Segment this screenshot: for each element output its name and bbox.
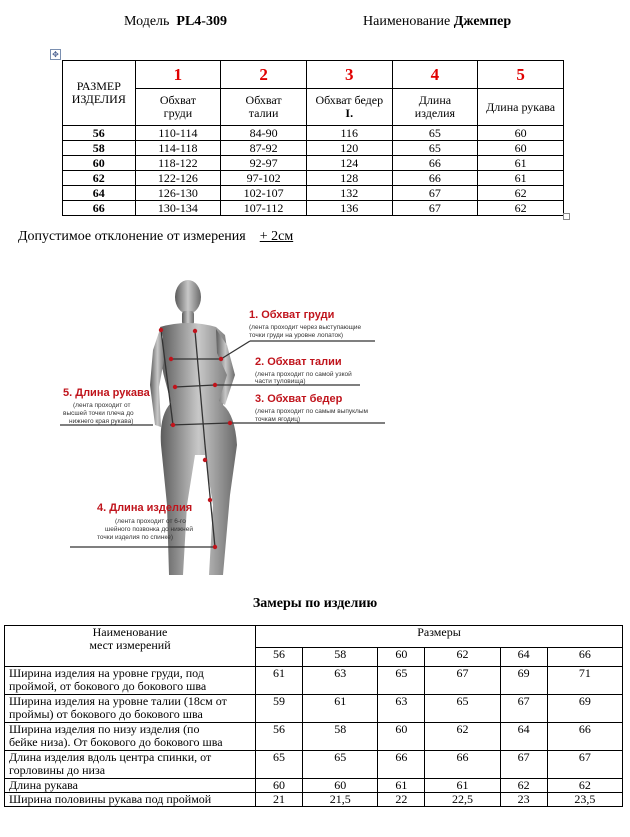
value-cell: 59 [256,695,303,723]
value-cell: 128 [306,171,392,186]
label-title: 2. Обхват талии [255,356,342,368]
value-cell: 124 [306,156,392,171]
value-cell: 67 [500,695,547,723]
size-cell: 62 [425,647,500,666]
value-cell: 67 [392,186,478,201]
label-desc: (лента проходит по самым выпуклым [255,408,368,415]
table-row [63,186,564,201]
table-row [5,779,623,793]
value-cell: 61 [303,695,378,723]
value-cell: 62 [425,723,500,751]
sizes-header-cell: Размеры [256,626,623,648]
value-cell: 66 [392,156,478,171]
col-title: Обхват талии [221,89,307,126]
table-row [63,171,564,186]
size-cell: 60 [63,156,136,171]
value-cell: 65 [425,695,500,723]
size-cell: 58 [63,141,136,156]
col-title: Длина рукава [478,89,564,126]
value-cell: 21 [256,793,303,807]
col-number: 4 [392,61,478,89]
col-number: 3 [306,61,392,89]
size-cell: 64 [500,647,547,666]
size-cell: 62 [63,171,136,186]
tolerance-text: Допустимое отклонение от измерения [18,229,246,244]
value-cell: 63 [303,667,378,695]
size-corner-header: РАЗМЕР ИЗДЕЛИЯ [63,61,136,126]
value-cell: 122-126 [135,171,221,186]
value-cell: 62 [478,186,564,201]
value-cell: 56 [256,723,303,751]
size-cell: 60 [378,647,425,666]
value-cell: 71 [547,667,622,695]
label-desc: (лента проходит от 6-го [115,518,186,525]
value-cell: 62 [478,201,564,216]
table-row [63,126,564,141]
measure-name: Ширина изделия на уровне талии (18см от проймы) от бокового до бокового шва [5,695,256,723]
name-header [363,14,511,30]
value-cell: 66 [378,751,425,779]
model-label: Модель [124,14,170,29]
size-table [62,60,564,216]
table-move-handle-icon[interactable]: ✥ [50,49,61,60]
value-cell: 116 [306,126,392,141]
value-cell: 58 [303,723,378,751]
value-cell: 61 [256,667,303,695]
value-cell: 61 [378,779,425,793]
label-desc: части туловища) [255,378,306,385]
value-cell: 67 [392,201,478,216]
model-value: PL4-309 [176,14,227,29]
value-cell: 62 [547,779,622,793]
label-desc: точки груди на уровне лопаток) [249,332,344,339]
value-cell: 126-130 [135,186,221,201]
section-title: Замеры по изделию [252,596,378,611]
col-number: 5 [478,61,564,89]
name-label: Наименование [363,14,451,29]
value-cell: 60 [256,779,303,793]
value-cell: 60 [378,723,425,751]
value-cell: 132 [306,186,392,201]
value-cell: 22 [378,793,425,807]
value-cell: 102-107 [221,186,307,201]
value-cell: 84-90 [221,126,307,141]
label-desc: точки изделия по спинке) [97,534,174,541]
value-cell: 60 [478,141,564,156]
value-cell: 69 [547,695,622,723]
size-cell: 64 [63,186,136,201]
value-cell: 65 [392,141,478,156]
table-row [5,695,623,723]
value-cell: 23 [500,793,547,807]
model-header [124,14,227,30]
value-cell: 65 [303,751,378,779]
label-desc: (лента проходит через выступающие [249,324,362,331]
size-cell: 66 [63,201,136,216]
label-desc: (лента проходит по самой узкой [255,371,352,378]
tolerance-value: + 2см [259,229,294,244]
col-number: 2 [221,61,307,89]
value-cell: 92-97 [221,156,307,171]
value-cell: 66 [547,723,622,751]
measure-name: Ширина половины рукава под проймой [5,793,256,807]
value-cell: 87-92 [221,141,307,156]
table-row [5,723,623,751]
value-cell: 97-102 [221,171,307,186]
table-row [63,141,564,156]
measurement-figure [55,275,385,585]
value-cell: 22,5 [425,793,500,807]
label-desc: высшей точки плеча до [63,410,134,417]
label-title: 5. Длина рукава [63,387,150,399]
col-number: 1 [135,61,221,89]
value-cell: 63 [378,695,425,723]
label-title: 4. Длина изделия [97,502,193,514]
value-cell: 61 [478,156,564,171]
table-row [63,201,564,216]
measure-name: Ширина изделия по низу изделия (по бейке низа). От бокового до бокового шва [5,723,256,751]
value-cell: 60 [478,126,564,141]
label-desc: (лента проходит от [73,402,131,409]
label-desc: шейного позвонка до нижней [105,526,193,533]
value-cell: 67 [547,751,622,779]
size-cell: 56 [63,126,136,141]
value-cell: 67 [500,751,547,779]
value-cell: 23,5 [547,793,622,807]
measure-name: Длина рукава [5,779,256,793]
value-cell: 60 [303,779,378,793]
measure-name: Ширина изделия на уровне груди, под проймой, от бокового до бокового шва [5,667,256,695]
value-cell: 66 [425,751,500,779]
table-resize-handle[interactable] [563,213,570,220]
name-value: Джемпер [453,14,512,29]
col-title: Длина изделия [392,89,478,126]
label-desc: точкам ягодиц) [255,416,301,423]
value-cell: 65 [256,751,303,779]
label-title: 3. Обхват бедер [255,393,343,405]
value-cell: 110-114 [135,126,221,141]
value-cell: 67 [425,667,500,695]
value-cell: 62 [500,779,547,793]
name-header-cell: Наименование мест измерений [5,626,256,667]
tolerance-note [18,229,293,245]
col-title: Обхват груди [135,89,221,126]
label-desc: нижнего края рукава) [69,418,134,425]
table-row [5,793,623,807]
value-cell: 107-112 [221,201,307,216]
label-title: 1. Обхват груди [249,309,335,321]
value-cell: 136 [306,201,392,216]
value-cell: 69 [500,667,547,695]
size-cell: 58 [303,647,378,666]
size-cell: 56 [256,647,303,666]
value-cell: 120 [306,141,392,156]
table-row [63,156,564,171]
value-cell: 21,5 [303,793,378,807]
measurements-table [4,625,623,807]
value-cell: 114-118 [135,141,221,156]
value-cell: 64 [500,723,547,751]
value-cell: 61 [425,779,500,793]
value-cell: 118-122 [135,156,221,171]
size-cell: 66 [547,647,622,666]
value-cell: 61 [478,171,564,186]
value-cell: 130-134 [135,201,221,216]
measure-name: Длина изделия вдоль центра спинки, от горловины до низа [5,751,256,779]
value-cell: 66 [392,171,478,186]
value-cell: 65 [392,126,478,141]
col-title: Обхват бедер I. [306,89,392,126]
table-row [5,751,623,779]
value-cell: 65 [378,667,425,695]
table-row [5,667,623,695]
